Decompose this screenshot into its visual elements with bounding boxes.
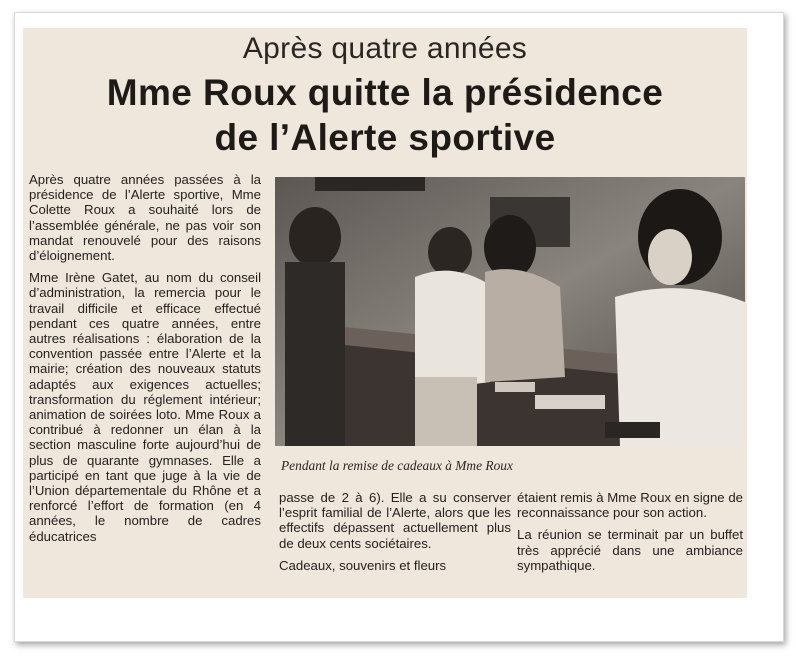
article-photo: [275, 177, 745, 446]
article-column-1: [29, 172, 261, 551]
article-column-2: [279, 490, 511, 580]
article-column-3: [517, 490, 743, 580]
paragraph: Après quatre années passées à la présidence de l’Alerte sportive, Mme Colette Roux a souhaité lors de l’assemblée générale, ne pas voir son mandat renouvelé pour des raisons d’éloignement.: [29, 172, 261, 264]
article-kicker: Après quatre années: [242, 32, 528, 65]
photo-image: [275, 177, 745, 446]
paragraph: Mme Irène Gatet, au nom du conseil d’administration, la remercia pour le travail difficile et efficace effectué pendant ces quatre années, entre autres réalisations : élaboration de la convention passée entre l’Alerte et la mairie; création des nouveaux statuts adaptés aux exigences actuelles; transformation du réglement intérieur; animation de soirées loto. Mme Roux a contribué à redonner un élan à la section masculine forte aujourd’hui de plus de quarante gymnases. Elle a participé en tant que juge à la vie de l’Union départementale du Rhône et a renforcé l’effort de formation (en 4 années, le nombre de cadres éducatrices: [29, 270, 261, 544]
headline-line-2: de l’Alerte sportive: [214, 117, 556, 158]
paragraph: étaient remis à Mme Roux en signe de reconnaissance pour son action.: [517, 490, 743, 521]
newspaper-clipping: [23, 28, 747, 598]
photo-caption: Pendant la remise de cadeaux à Mme Roux: [281, 458, 513, 473]
paragraph: passe de 2 à 6). Elle a su conserver l’esprit familial de l’Alerte, alors que les effectifs dépassent actuellement plus de deux cents sociétaires.: [279, 490, 511, 551]
paragraph: Cadeaux, souvenirs et fleurs: [279, 557, 447, 573]
paragraph: La réunion se terminait par un buffet très apprécié dans une ambiance sympathique.: [517, 527, 743, 573]
headline-line-1: Mme Roux quitte la présidence: [106, 72, 664, 113]
